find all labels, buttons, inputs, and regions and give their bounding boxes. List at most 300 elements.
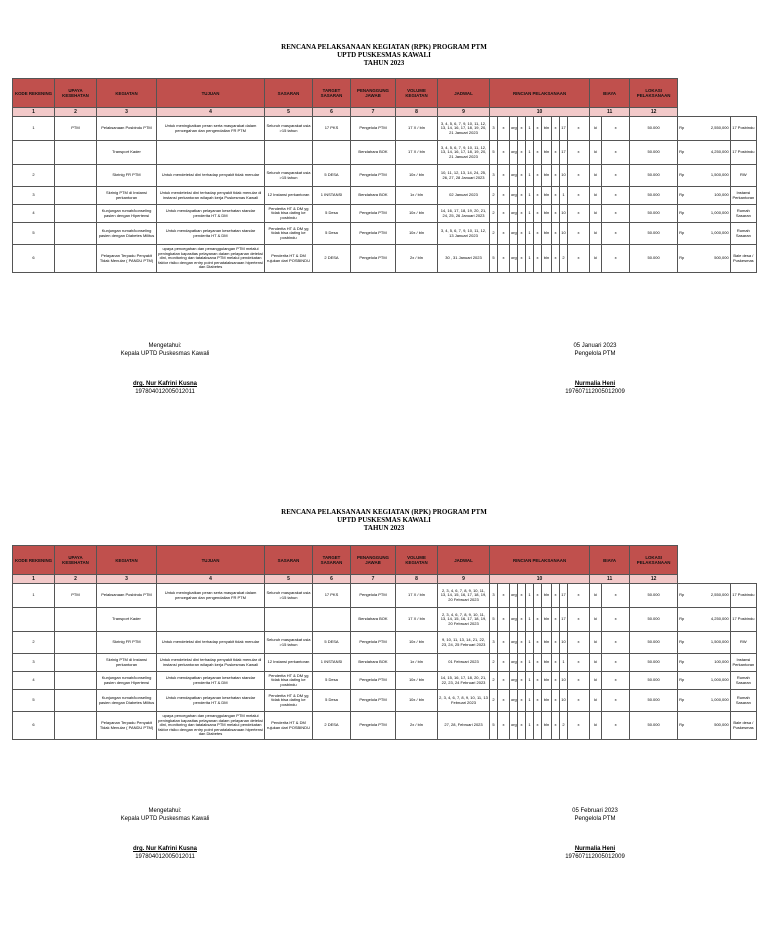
cell-rincian-x: x [534,672,542,690]
col-number: 4 [157,108,265,117]
cell-rincian: 2 [560,712,568,740]
col-number: 2 [55,108,97,117]
cell-jadwal: 2, 3, 4, 6, 7, 8, 9, 10, 11, 13, 14, 15, 16, 17, 18, 19, 20 Februari 2023 [438,608,490,632]
cell-penanggung-jawab: Bendahara BOK [351,654,396,672]
cell-rincian-x: x [534,632,542,654]
sign-role: Pengelola PTM [574,816,616,822]
table-row [13,712,757,740]
col-header-tujuan: TUJUAN [157,546,265,575]
cell-rp: Rp [678,117,704,141]
cell-no [13,608,55,632]
cell-rincian-x: x [518,584,526,608]
cell-rincian-x: x [602,712,630,740]
cell-rincian: 50.000 [630,712,678,740]
rpk-table [12,545,757,740]
col-number: 10 [490,108,590,117]
cell-rincian-x: x [568,632,590,654]
cell-rincian: org [510,654,518,672]
cell-biaya: 1,500,000 [704,165,730,187]
cell-target: 5 Desa [313,690,351,712]
cell-tujuan: Untuk mendapatkan pelayanan kesehatan standar penderita HT & DM [157,205,265,223]
cell-rincian-x: x [552,672,560,690]
cell-sasaran: 12 Instansi perkantoran [265,187,313,205]
cell-rincian: org [510,245,518,273]
cell-biaya: 4,250,000 [704,608,730,632]
cell-rincian-x: x [498,205,510,223]
cell-rincian-x: x [498,672,510,690]
cell-rincian: org [510,672,518,690]
cell-rincian-x: x [534,690,542,712]
table-row [13,245,757,273]
cell-jadwal: 3, 4, 5, 6, 7, 9, 10, 11, 12, 13, 14, 16, 17, 18, 19, 20, 21 Januari 2023 [438,117,490,141]
cell-target: 17 PKS [313,117,351,141]
cell-volume: 17 X / bln [396,608,438,632]
cell-rp: Rp [678,187,704,205]
cell-rincian: 1 [526,205,534,223]
cell-rincian-x: x [518,117,526,141]
cell-rincian-x: x [518,187,526,205]
cell-target [313,608,351,632]
cell-target: 2 DESA [313,245,351,273]
cell-rincian-x: x [602,205,630,223]
cell-jadwal: 30 , 31 Januari 2023 [438,245,490,273]
cell-biaya: 100,000 [704,654,730,672]
cell-rincian-x: x [498,141,510,165]
cell-biaya: 4,250,000 [704,141,730,165]
cell-rincian: bln [542,672,552,690]
cell-rincian-x: x [534,205,542,223]
col-number: 3 [97,108,157,117]
cell-rincian: ki [590,690,602,712]
cell-rincian: ki [590,205,602,223]
doc-subtitle: UPTD PUSKESMAS KAWALI [337,51,431,59]
cell-lokasi: 17 Posbindu [730,141,756,165]
cell-tujuan: Untuk meningkatkan peran serta masyarakat dalam pencegahan dan pengendalian FR PTM [157,117,265,141]
cell-sasaran [265,608,313,632]
cell-rincian-x: x [602,165,630,187]
cell-target: 2 DESA [313,712,351,740]
right-signature [545,807,645,861]
col-number: 4 [157,575,265,584]
cell-rincian-x: x [534,141,542,165]
cell-rincian-x: x [602,245,630,273]
cell-rincian: org [510,165,518,187]
cell-rincian-x: x [602,223,630,245]
table-row [13,584,757,608]
col-header-upaya-kesehatan: UPAYA KESEHATAN [55,79,97,108]
cell-rincian-x: x [518,165,526,187]
cell-jadwal: 9, 10, 11, 13, 14, 21, 22, 23, 24, 25 Februari 2023 [438,632,490,654]
cell-no: 3 [13,654,55,672]
cell-rincian-x: x [518,654,526,672]
cell-rincian-x: x [602,117,630,141]
cell-rincian-x: x [552,141,560,165]
signer-nip: 197804012005012011 [135,389,195,395]
cell-rincian-x: x [534,187,542,205]
cell-penanggung-jawab: Pengelola PTM [351,117,396,141]
cell-kegiatan: Skrinig FR PTM [97,165,157,187]
cell-rincian: 1 [526,187,534,205]
cell-kegiatan: Transport Kader [97,608,157,632]
cell-lokasi: RW [730,632,756,654]
cell-rincian: 1 [560,187,568,205]
cell-rincian: 50.000 [630,165,678,187]
right-signature [545,342,645,396]
table-row [13,117,757,141]
table-row [13,608,757,632]
cell-kegiatan: Kunjungan rumah/konseling pasien dengan Hipertensi [97,205,157,223]
doc-title: RENCANA PELAKSANAAN KEGIATAN (RPK) PROGRAM PTM [281,43,487,51]
cell-rincian-x: x [518,672,526,690]
cell-rincian: bln [542,654,552,672]
cell-rincian: 1 [526,245,534,273]
cell-rincian: 1 [526,690,534,712]
cell-kegiatan: Kunjungan rumah/konseling pasien dengan Hipertensi [97,672,157,690]
sign-date: 05 Januari 2023 [573,343,617,349]
cell-sasaran: Penderita HT & DM yg tidak bisa dating ke posbindu [265,672,313,690]
cell-rp: Rp [678,165,704,187]
cell-target: 5 DESA [313,632,351,654]
cell-volume: 1x / bln [396,187,438,205]
cell-jadwal: 14, 16, 17, 18, 19, 20, 21, 24, 25, 26 Januari 2023 [438,205,490,223]
cell-rincian: ki [590,672,602,690]
cell-jadwal: 3, 4, 5, 6, 7, 9, 10, 11, 12, 13, 14, 16, 17, 18, 19, 20, 21 Januari 2023 [438,141,490,165]
cell-rincian: 17 [560,584,568,608]
cell-rincian-x: x [552,654,560,672]
cell-volume: 10x / bln [396,672,438,690]
col-header-kegiatan: KEGIATAN [97,546,157,575]
cell-volume: 17 X / bln [396,141,438,165]
sign-label: Mengetahui: [148,808,182,814]
cell-rincian: bln [542,690,552,712]
cell-rincian: 2 [490,672,498,690]
cell-volume: 2x / bln [396,245,438,273]
cell-rincian-x: x [498,117,510,141]
cell-kegiatan: Kunjungan rumah/konseling pasien dengan Diabetes Militus [97,690,157,712]
cell-penanggung-jawab: Pengelola PTM [351,712,396,740]
cell-rincian-x: x [518,245,526,273]
cell-upaya [55,654,97,672]
cell-jadwal: 02 Januari 2023 [438,187,490,205]
cell-rincian-x: x [534,117,542,141]
cell-biaya: 500,000 [704,712,730,740]
col-number: 3 [97,575,157,584]
col-header-sasaran: SASARAN [265,546,313,575]
col-header-volume-kegiatan: VOLUME KEGIATAN [396,79,438,108]
cell-rincian-x: x [498,223,510,245]
cell-jadwal: 2, 3, 4, 6, 7, 8, 9, 10, 11, 13, 14, 15, 16, 17, 18, 19, 20 Februari 2023 [438,584,490,608]
col-number: 7 [351,108,396,117]
cell-volume: 10x / bln [396,205,438,223]
col-header-lokasi-pelaksanaan: LOKASI PELAKSANAAN [630,546,678,575]
table-row [13,187,757,205]
cell-penanggung-jawab: Pengelola PTM [351,690,396,712]
cell-upaya [55,187,97,205]
cell-rincian-x: x [552,187,560,205]
col-header-volume-kegiatan: VOLUME KEGIATAN [396,546,438,575]
cell-sasaran: Penderita HT & DM rujukan dari POSBINDU [265,245,313,273]
cell-no: 1 [13,584,55,608]
cell-no: 1 [13,117,55,141]
signer-nip: 197607112005012009 [565,389,625,395]
rpk-page-february [0,466,768,932]
cell-tujuan: Untuk mendapatkan pelayanan kesehatan standar penderita HT & DM [157,672,265,690]
cell-rincian: 3 [490,165,498,187]
cell-rincian: 50.000 [630,690,678,712]
cell-no: 5 [13,690,55,712]
cell-target [313,141,351,165]
sign-label: Mengetahui: [148,343,182,349]
cell-rincian: 50.000 [630,608,678,632]
cell-rincian-x: x [498,712,510,740]
cell-no: 2 [13,165,55,187]
col-header-penanggung-jawab: PENANGGUNG JAWAB [351,79,396,108]
cell-penanggung-jawab: Pengelola PTM [351,223,396,245]
cell-rincian-x: x [602,690,630,712]
cell-volume: 10x / bln [396,632,438,654]
cell-jadwal: 3, 4, 5, 6, 7, 9, 10, 11, 12, 13 Januari 2023 [438,223,490,245]
cell-penanggung-jawab: Pengelola PTM [351,632,396,654]
col-number: 1 [13,575,55,584]
cell-lokasi: 17 Posbindu [730,608,756,632]
cell-upaya [55,632,97,654]
cell-rincian-x: x [568,672,590,690]
cell-rincian: bln [542,632,552,654]
cell-rincian-x: x [602,608,630,632]
sign-role: Kepala UPTD Puskesmas Kawali [120,351,210,357]
cell-jadwal: 2, 3, 4, 6, 7, 8, 9, 10, 11, 13 Februari 2023 [438,690,490,712]
cell-volume: 10x / bln [396,223,438,245]
cell-target: 1 INSTANSI [313,187,351,205]
cell-no: 3 [13,187,55,205]
cell-rincian: 17 [560,141,568,165]
cell-rincian-x: x [602,187,630,205]
cell-upaya: PTM [55,584,97,608]
cell-rincian-x: x [568,165,590,187]
cell-volume: 2x / bln [396,712,438,740]
col-header-rincian-pelaksanaan: RINCIAN PELAKSANAAN [490,546,590,575]
col-header-jadwal: JADWAL [438,546,490,575]
cell-upaya [55,245,97,273]
cell-biaya: 1,000,000 [704,690,730,712]
table-row [13,632,757,654]
cell-no: 5 [13,223,55,245]
cell-volume: 17 X / bln [396,117,438,141]
cell-rincian: 1 [526,223,534,245]
cell-rincian: 2 [490,205,498,223]
cell-jadwal: 01 Februari 2023 [438,654,490,672]
cell-target: 1 INSTANSI [313,654,351,672]
cell-rincian-x: x [568,608,590,632]
signer-nip: 197607112005012009 [565,854,625,860]
cell-upaya [55,141,97,165]
cell-rincian-x: x [534,584,542,608]
cell-rincian-x: x [498,690,510,712]
cell-rincian: bln [542,712,552,740]
cell-sasaran: Penderita HT & DM yg tidak bisa dating ke posbindu [265,690,313,712]
cell-rincian: 2 [490,690,498,712]
cell-upaya [55,672,97,690]
cell-rp: Rp [678,205,704,223]
cell-rincian-x: x [552,712,560,740]
cell-rincian-x: x [568,117,590,141]
cell-lokasi: Bale desa / Puskesmas [730,712,756,740]
cell-no: 4 [13,205,55,223]
cell-rincian-x: x [534,712,542,740]
cell-rincian-x: x [602,632,630,654]
rpk-table [12,78,757,273]
cell-rp: Rp [678,141,704,165]
cell-rincian: 1 [526,165,534,187]
cell-rincian: ki [590,654,602,672]
cell-kegiatan: Transport Kader [97,141,157,165]
cell-rincian-x: x [552,223,560,245]
col-header-lokasi-pelaksanaan: LOKASI PELAKSANAAN [630,79,678,108]
table-row [13,141,757,165]
cell-rincian: ki [590,245,602,273]
cell-rincian: 1 [526,672,534,690]
cell-rincian: bln [542,187,552,205]
cell-rincian: ki [590,632,602,654]
cell-rincian: ki [590,608,602,632]
cell-rincian-x: x [498,632,510,654]
cell-rincian-x: x [518,205,526,223]
cell-sasaran [265,141,313,165]
cell-rincian: org [510,632,518,654]
cell-no: 2 [13,632,55,654]
col-number: 9 [438,108,490,117]
cell-rincian-x: x [534,245,542,273]
cell-tujuan: Untuk mendeteksi dini terhadap penyakit tidak menular di instansi perkantoran wilayah kerja Puskesmas Kawali [157,654,265,672]
cell-penanggung-jawab: Bendahara BOK [351,608,396,632]
cell-rincian: 50.000 [630,672,678,690]
cell-tujuan: upaya pencegahan dan penanggulangan PTM melalui peningkatan kapasitas pelayanan dalam pelayanan deteksi dini, monitoring dan tatalaksana PTM melalui pendekatan faktor risiko dengan entry point penatalaksanaan hipertensi dan Diabetes [157,712,265,740]
cell-target: 5 Desa [313,205,351,223]
cell-rincian: ki [590,165,602,187]
cell-rincian: org [510,205,518,223]
cell-rincian: bln [542,223,552,245]
col-header-tujuan: TUJUAN [157,79,265,108]
cell-rincian-x: x [602,584,630,608]
cell-lokasi: Rumah Sasaran [730,205,756,223]
col-number: 8 [396,108,438,117]
cell-rincian: 1 [526,654,534,672]
table-row [13,223,757,245]
cell-penanggung-jawab: Bendahara BOK [351,187,396,205]
cell-biaya: 2,550,000 [704,117,730,141]
cell-rp: Rp [678,608,704,632]
cell-sasaran: Penderita HT & DM rujukan dari POSBINDU [265,712,313,740]
cell-rincian: bln [542,245,552,273]
cell-tujuan [157,608,265,632]
cell-lokasi: 17 Posbindu [730,117,756,141]
cell-target: 5 Desa [313,672,351,690]
cell-upaya [55,712,97,740]
cell-volume: 10x / bln [396,165,438,187]
cell-lokasi: Instansi Perkantoran [730,187,756,205]
cell-rincian: bln [542,205,552,223]
cell-lokasi: RW [730,165,756,187]
cell-penanggung-jawab: Pengelola PTM [351,672,396,690]
cell-sasaran: Seluruh masyarakat usia >15 tahun [265,165,313,187]
cell-rincian: ki [590,584,602,608]
cell-rincian: 1 [526,584,534,608]
cell-rincian: 3 [490,584,498,608]
col-header-kegiatan: KEGIATAN [97,79,157,108]
col-header-biaya: BIAYA [590,79,630,108]
doc-subtitle: UPTD PUSKESMAS KAWALI [337,516,431,524]
cell-rincian: org [510,117,518,141]
cell-target: 5 DESA [313,165,351,187]
cell-upaya: PTM [55,117,97,141]
cell-penanggung-jawab: Bendahara BOK [351,141,396,165]
cell-kegiatan: Pelaksanaan Posbindu PTM [97,584,157,608]
cell-rincian: 1 [526,117,534,141]
cell-biaya: 100,000 [704,187,730,205]
cell-sasaran: Seluruh masyarakat usia >15 tahun [265,584,313,608]
table-row [13,672,757,690]
col-number: 7 [351,575,396,584]
cell-rincian-x: x [552,117,560,141]
cell-rincian: bln [542,584,552,608]
cell-tujuan: Untuk mendapatkan pelayanan kesehatan standar penderita HT & DM [157,223,265,245]
col-header-target-sasaran: TARGET SASARAN [313,79,351,108]
col-header-rincian-pelaksanaan: RINCIAN PELAKSANAAN [490,79,590,108]
cell-rincian: 1 [526,141,534,165]
cell-target: 5 Desa [313,223,351,245]
cell-sasaran: Seluruh masyarakat usia >15 tahun [265,632,313,654]
cell-jadwal: 14, 15, 16, 17, 18, 20, 21, 22, 23, 24 Februari 2023 [438,672,490,690]
cell-rincian-x: x [552,690,560,712]
cell-no: 6 [13,712,55,740]
cell-rincian-x: x [518,141,526,165]
cell-rp: Rp [678,584,704,608]
cell-kegiatan: Skrinig PTM di Instansi perkantoran [97,187,157,205]
col-header-kode-rekening: KODE REKENING [13,546,55,575]
cell-sasaran: Seluruh masyarakat usia >15 tahun [265,117,313,141]
cell-penanggung-jawab: Pengelola PTM [351,165,396,187]
cell-rincian: 2 [490,223,498,245]
cell-rincian: 10 [560,165,568,187]
cell-rincian-x: x [568,187,590,205]
cell-upaya [55,690,97,712]
cell-rincian: 50.000 [630,223,678,245]
cell-rincian: 10 [560,672,568,690]
sign-date: 05 Februari 2023 [572,808,618,814]
cell-rincian: 50.000 [630,187,678,205]
cell-no: 6 [13,245,55,273]
signer-name: drg. Nur Kafrini Kusna [132,846,197,852]
table-row [13,165,757,187]
cell-rincian-x: x [568,141,590,165]
cell-volume: 17 X / bln [396,584,438,608]
col-number: 9 [438,575,490,584]
cell-rincian: 5 [490,712,498,740]
cell-rp: Rp [678,690,704,712]
cell-rincian-x: x [552,165,560,187]
cell-sasaran: 12 Instansi perkantoran [265,654,313,672]
cell-rp: Rp [678,223,704,245]
cell-rincian-x: x [568,223,590,245]
cell-lokasi: Instansi Perkantoran [730,654,756,672]
cell-rp: Rp [678,712,704,740]
cell-sasaran: Penderita HT & DM yg tidak bisa dating ke posbindu [265,205,313,223]
cell-penanggung-jawab: Pengelola PTM [351,245,396,273]
cell-rincian: 10 [560,632,568,654]
cell-rincian: bln [542,117,552,141]
cell-tujuan: Untuk mendeteksi dini terhadap penyakit tidak menular [157,632,265,654]
cell-rincian: 2 [490,654,498,672]
